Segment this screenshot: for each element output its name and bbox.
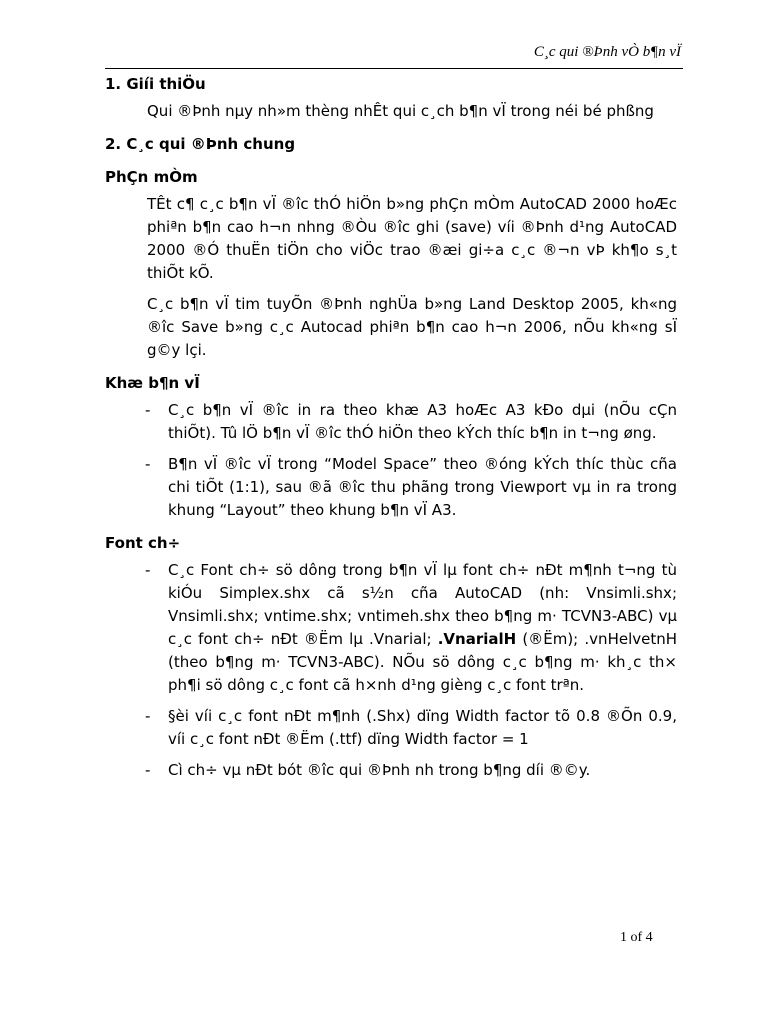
dash-bullet: - <box>145 401 151 419</box>
document-body <box>105 73 677 790</box>
dash-bullet: - <box>145 455 151 473</box>
software-heading: PhÇn mÒm <box>105 168 198 186</box>
list-item <box>105 705 677 751</box>
font-item-1 <box>168 561 677 694</box>
software-paragraph-1: TÊt c¶ c¸c b¶n vÏ ®îc thÓ hiÖn b»ng phÇn mÒm AutoCAD 2000 hoÆc phiªn b¶n cao h¬n nhng ®Òu ®îc ghi (save) víi ®Þnh d¹ng AutoCAD 2000 ®Ó thuËn tiÖn cho viÖc trao ®æi gi÷a c¸c ®¬n vÞ kh¶o s¸t thiÕt kÕ. <box>147 195 677 282</box>
font-item-1-text-a: C¸c Font ch÷ sö dông trong b¶n vÏ lµ font ch÷ nÐt m¶nh t¬ng tù kiÓu Simplex.shx cã s½n cña AutoCAD (nh: Vnsimli.shx; Vnsimli.shx; vntime.shx; vntimeh.shx theo b¶ng m· TCVN3-ABC) vµ c¸c font ch÷ nÐt ®Ëm lµ .Vnarial; <box>168 561 677 648</box>
list-item <box>105 399 677 445</box>
font-item-2: §èi víi c¸c font nÐt m¶nh (.Shx) dïng Width factor tõ 0.8 ®Õn 0.9, víi c¸c font nÐt ®Ëm (.ttf) dïng Width factor = 1 <box>168 707 677 748</box>
list-item <box>105 559 677 697</box>
header-title: C¸c qui ®Þnh vÒ b¶n vÏ <box>533 44 681 60</box>
paper-size-item-1: C¸c b¶n vÏ ®îc in ra theo khæ A3 hoÆc A3 kÐo dµi (nÕu cÇn thiÕt). Tû lÖ b¶n vÏ ®îc thÓ hiÖn theo kÝch thíc b¶n in t¬ng øng. <box>168 401 677 442</box>
font-list <box>105 559 677 782</box>
software-paragraph-2: C¸c b¶n vÏ tim tuyÕn ®Þnh nghÜa b»ng Land Desktop 2005, kh«ng ®îc Save b»ng c¸c Autocad phiªn b¶n cao h¬n 2006, nÕu kh«ng sÏ g©y lçi. <box>147 295 677 359</box>
section-1-heading: 1. Giíi thiÖu <box>105 75 206 93</box>
paper-size-heading: Khæ b¶n vÏ <box>105 374 200 392</box>
font-item-1-text-b: (®Ëm); .vnHelvetnH (theo b¶ng m· TCVN3-ABC). NÕu sö dông c¸c b¶ng m· kh¸c th× ph¶i sö dông c¸c font cã h×nh d¹ng gièng c¸c font trªn. <box>168 630 678 694</box>
list-item <box>105 453 677 522</box>
font-heading: Font ch÷ <box>105 534 181 552</box>
font-item-3: Cì ch÷ vµ nÐt bót ®îc qui ®Þnh nh trong b¶ng díi ®©y. <box>168 761 591 779</box>
dash-bullet: - <box>145 561 151 579</box>
page-number: 1 of 4 <box>620 930 653 945</box>
section-1-paragraph: Qui ®Þnh nµy nh»m thèng nhÊt qui c¸ch b¶n vÏ trong néi bé phßng <box>147 102 654 120</box>
font-item-1-bold: .VnarialH <box>437 630 517 648</box>
page-header <box>105 40 683 69</box>
paper-size-list <box>105 399 677 522</box>
dash-bullet: - <box>145 761 151 779</box>
dash-bullet: - <box>145 707 151 725</box>
section-2-heading: 2. C¸c qui ®Þnh chung <box>105 135 296 153</box>
list-item <box>105 759 677 782</box>
paper-size-item-2: B¶n vÏ ®îc vÏ trong “Model Space” theo ®óng kÝch thíc thùc cña chi tiÕt (1:1), sau ®ã ®îc thu phãng trong Viewport vµ in ra trong khung “Layout” theo khung b¶n vÏ A3. <box>168 455 677 519</box>
